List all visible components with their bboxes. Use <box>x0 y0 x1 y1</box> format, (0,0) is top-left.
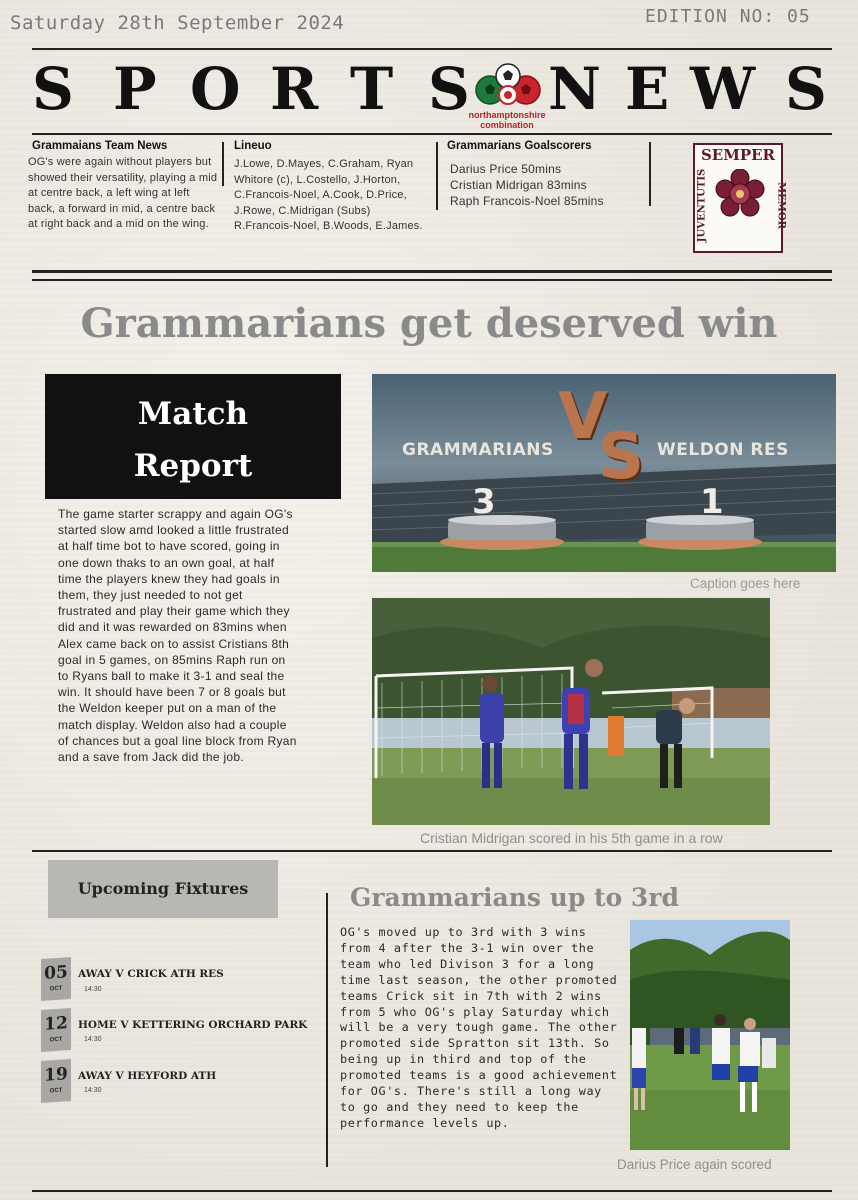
lineup-body: J.Lowe, D.Mayes, C.Graham, Ryan Whitore (c), L.Costello, J.Horton, C.Francois-Noel, A.Cook, D.Price, J.Rowe, C.Midrigan (Subs) R.Francois-Noel, B.Woods, E.James. <box>234 158 423 233</box>
fixture-name: HOME V KETTERING ORCHARD PARK <box>78 1019 308 1031</box>
goalscorer-item: Raph Francois-Noel 85mins <box>450 194 604 208</box>
standings-body: OG's moved up to 3rd with 3 wins from 4 after the 3-1 win over the team who led Divison 3 for a long time last season, the other promoted teams Crick sit in 7th with 2 wins from 5 who OG's play Saturday which will be a very tough game. The other promoted side Spratton sit 13th. So being up in third and top of the promoted teams is a good achievement for OG's. There's still a long way to go and they need to keep the performance levels up. <box>340 925 618 1130</box>
masthead-letter: W <box>690 55 756 123</box>
column-divider <box>222 142 224 186</box>
section-rule <box>32 850 832 852</box>
team-news-heading: Grammaians Team News <box>32 140 168 152</box>
fixture-time: 14:30 <box>84 1036 102 1043</box>
match-photo-caption: Cristian Midrigan scored in his 5th game in a row <box>420 830 723 846</box>
goalscorers-list <box>450 161 604 209</box>
lineup-heading: Lineuo <box>234 140 272 152</box>
fixture-time: 14:30 <box>84 986 102 993</box>
match-report-title-line: Match <box>137 396 249 432</box>
vs-letter-v: V <box>558 380 608 454</box>
bottom-rule <box>32 1190 832 1192</box>
fixture-day: 12 <box>44 1013 68 1035</box>
main-headline: Grammarians get deserved win <box>80 300 778 347</box>
column-divider <box>436 142 438 210</box>
masthead-letter: R <box>270 55 319 123</box>
fixtures-banner <box>48 860 278 918</box>
crest-motto-left: JUVENTUTIS <box>696 168 708 243</box>
score-graphic <box>372 374 836 572</box>
section-rule <box>32 279 832 281</box>
home-score: 3 <box>472 482 496 522</box>
match-report-body: The game starter scrappy and again OG's started slow amd looked a little frustrated at half time bot to have scored, going in one down thaks to an own goal, at half time the players knew they had goals in them, they just needed to not get frustrated and play their game which they did and it was rewarded on 83mins when Alex came back on to assist Cristians 8th goal in 5 games, on 85mins Raph run on to Ryans ball to make it 3-1 and seal the win. It should have been 7 or 8 goals but the Weldon keeper put on a man of the match display. Weldon also had a couple of chances but a goal line block from Ryan and a save from Jack did the job. <box>58 507 297 765</box>
away-team-name: WELDON RES <box>657 440 789 460</box>
match-report-title-line: Report <box>133 448 253 484</box>
club-crest <box>693 143 787 253</box>
fixture-time: 14:30 <box>84 1087 102 1094</box>
match-report-banner <box>45 374 341 499</box>
masthead-letter: N <box>548 55 602 123</box>
fixture-date-tag <box>41 957 71 1001</box>
masthead-letter: S <box>428 55 470 123</box>
crest-motto-right: MEMOR <box>775 182 787 229</box>
goalscorer-item: Darius Price 50mins <box>450 162 562 176</box>
rose-icon <box>715 169 765 219</box>
masthead-letter: P <box>113 55 157 123</box>
goalscorers-heading: Grammarians Goalscorers <box>447 140 592 152</box>
standings-headline: Grammarians up to 3rd <box>350 883 679 912</box>
masthead-rule <box>32 133 832 135</box>
fixture-name: AWAY V CRICK ATH RES <box>78 968 224 980</box>
fixture-date-tag <box>41 1008 71 1052</box>
league-logo-text: northamptonshire combination <box>468 110 546 130</box>
masthead-letter: T <box>350 55 394 123</box>
match-report-title <box>45 388 341 492</box>
goalscorer-photo <box>630 920 790 1150</box>
fixture-month: OCT <box>49 1087 63 1095</box>
masthead-letter: S <box>785 55 827 123</box>
vs-letter-s: S <box>598 420 645 494</box>
masthead-letter: E <box>625 55 670 123</box>
match-photo <box>372 598 770 825</box>
masthead-letter: S <box>32 55 74 123</box>
top-rule <box>32 48 832 50</box>
section-rule <box>32 270 832 273</box>
fixtures-title: Upcoming Fixtures <box>77 879 249 898</box>
crest-motto-top: SEMPER <box>700 146 776 164</box>
masthead-letter: O <box>190 55 241 123</box>
fixture-day: 19 <box>44 1064 68 1086</box>
fixture-date-tag <box>41 1059 71 1103</box>
fixture-name: AWAY V HEYFORD ATH <box>78 1070 217 1082</box>
away-score: 1 <box>700 482 724 522</box>
goalscorer-photo-caption: Darius Price again scored <box>617 1157 772 1172</box>
fixture-month: OCT <box>49 985 63 993</box>
column-divider <box>326 893 328 1167</box>
column-divider <box>649 142 651 206</box>
fixture-month: OCT <box>49 1036 63 1044</box>
goalscorer-item: Cristian Midrigan 83mins <box>450 178 587 192</box>
team-news-body: OG's were again without players but showed their versatility, playing a mid at centre back, a left wing at left back, a forward in mid, a centre back at right back and a mid on the wing. <box>28 156 218 231</box>
fixture-day: 05 <box>44 962 68 984</box>
score-graphic-caption: Caption goes here <box>690 576 801 591</box>
issue-date: Saturday 28th September 2024 <box>10 12 345 34</box>
edition-number: EDITION NO: 05 <box>645 6 811 27</box>
home-team-name: GRAMMARIANS <box>402 440 554 460</box>
